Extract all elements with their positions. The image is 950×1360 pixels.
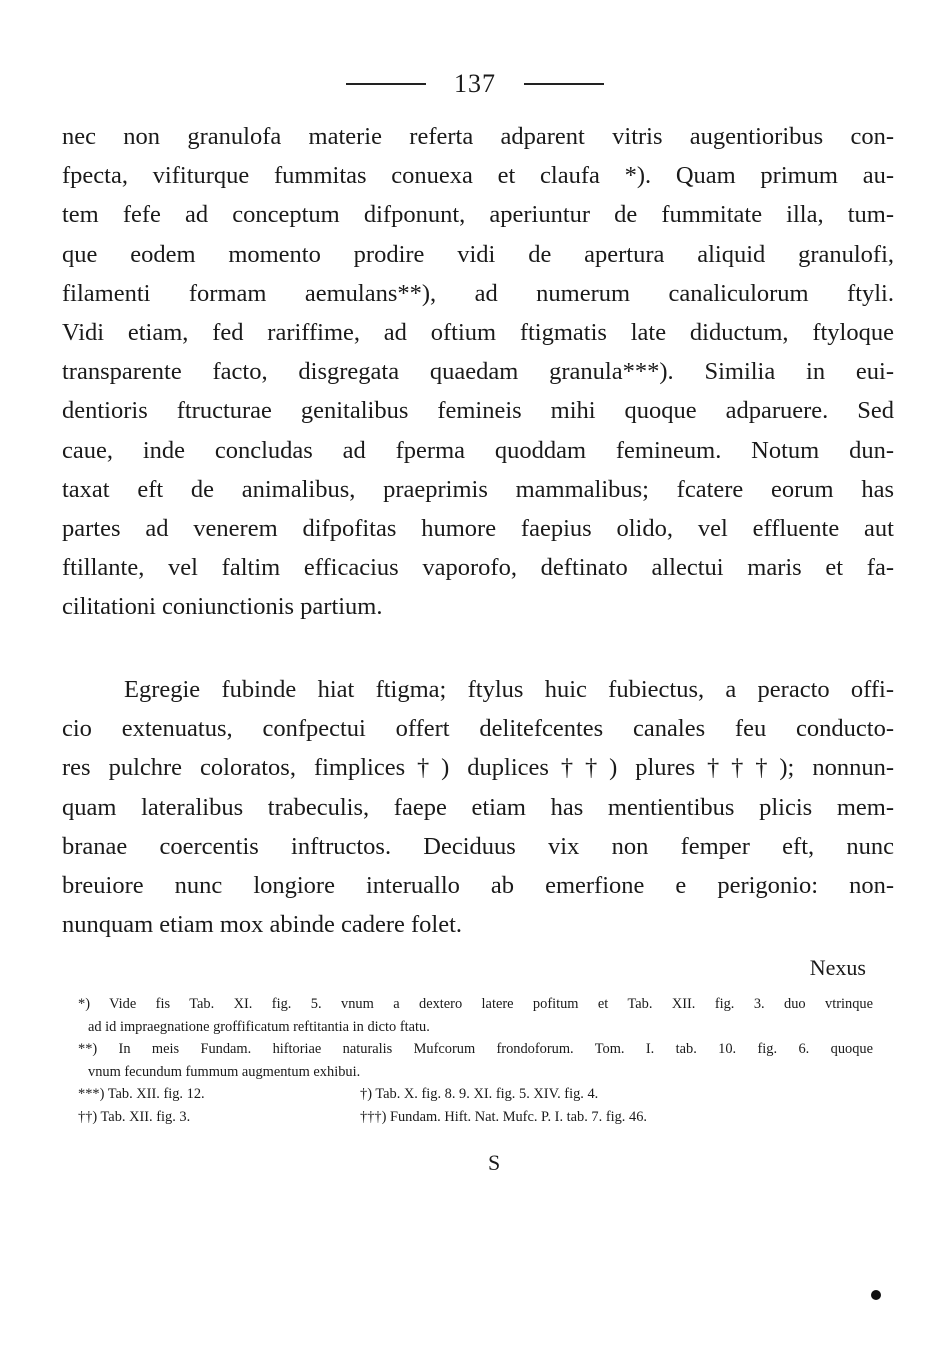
text-line: ftillante, vel faltim efficacius vaporofo, deftinato allectui maris et fa- — [62, 554, 894, 582]
footnote-entry: †) Tab. X. fig. 8. 9. XI. fig. 5. XIV. fig. 4. — [360, 1086, 599, 1102]
text-line: partes ad venerem difpofitas humore faepius olido, vel effluente aut — [62, 515, 894, 543]
text-line: tem fefe ad conceptum difponunt, aperiuntur de fummitate illa, tum- — [62, 201, 894, 229]
text-line: res pulchre coloratos, fimplices†) duplices††) plures†††); nonnun- — [62, 754, 894, 782]
footnote-line: vnum fecundum fummum augmentum exhibui. — [88, 1063, 361, 1080]
text-line: que eodem momento prodire vidi de apertura aliquid granulofi, — [62, 240, 894, 268]
footnotes — [78, 993, 873, 1128]
text-line: caue, inde concludas ad fperma quoddam femineum. Notum dun- — [62, 436, 894, 464]
text-line: cilitationi coniunctionis partium. — [62, 593, 383, 621]
text-line: Egregie fubinde hiat ftigma; ftylus huic fubiectus, a peracto offi- — [124, 676, 894, 703]
text-line: dentioris ftructurae genitalibus femineis mihi quoque adparuere. Sed — [62, 397, 894, 425]
footnote-entry: ***) Tab. XII. fig. 12. — [78, 1086, 205, 1102]
text-line: Vidi etiam, fed rariffime, ad oftium ftigmatis late diductum, ftyloque — [62, 319, 894, 347]
signature-mark: S — [488, 1150, 501, 1175]
text-line: taxat eft de animalibus, praeprimis mammalibus; fcatere eorum has — [62, 475, 894, 503]
footnote-line: ad id impraegnatione groffificatum reftitantia in dicto ftatu. — [88, 1018, 430, 1035]
footnote-entry: †††) Fundam. Hift. Nat. Mufc. P. I. tab. 7. fig. 46. — [360, 1108, 647, 1125]
header-rule-right — [524, 83, 604, 85]
text-line: nec non granulofa materie referta adparent vitris augentioribus con- — [62, 123, 894, 150]
paragraph-1 — [62, 117, 894, 627]
text-line: quam lateralibus trabeculis, faepe etiam has mentientibus plicis mem- — [62, 793, 894, 821]
footnote-row — [78, 1106, 873, 1129]
footnote-line: **) In meis Fundam. hiftoriae naturalis Mufcorum frondoforum. Tom. I. tab. 10. fig. 6. quoque — [78, 1041, 873, 1057]
text-line: breuiore nunc longiore interuallo ab emerfione e perigonio: non- — [62, 872, 894, 900]
ink-dot — [871, 1290, 881, 1300]
text-line: nunquam etiam mox abinde cadere folet. — [62, 911, 463, 939]
text-line: filamenti formam aemulans**), ad numerum canaliculorum ftyli. — [62, 279, 894, 307]
paragraph-2 — [62, 670, 894, 944]
text-line: transparente facto, disgregata quaedam granula***). Similia in eui- — [62, 358, 894, 386]
footnote-entry: ††) Tab. XII. fig. 3. — [78, 1108, 191, 1125]
footnote-row — [78, 1083, 873, 1106]
text-line: branae coercentis inftructos. Deciduus vix non femper eft, nunc — [62, 832, 894, 860]
footnote-line: *) Vide fis Tab. XI. fig. 5. vnum a dextero latere pofitum et Tab. XII. fig. 3. duo vtrinque — [78, 996, 873, 1012]
text-line: fpecta, vifiturque fummitas conuexa et claufa *). Quam primum au- — [62, 162, 894, 190]
page-header — [0, 64, 950, 104]
catchword: Nexus — [809, 955, 866, 980]
page-number: 137 — [454, 69, 496, 98]
header-rule-left — [346, 83, 426, 85]
text-line: cio extenuatus, confpectui offert delitefcentes canales feu conducto- — [62, 715, 894, 743]
